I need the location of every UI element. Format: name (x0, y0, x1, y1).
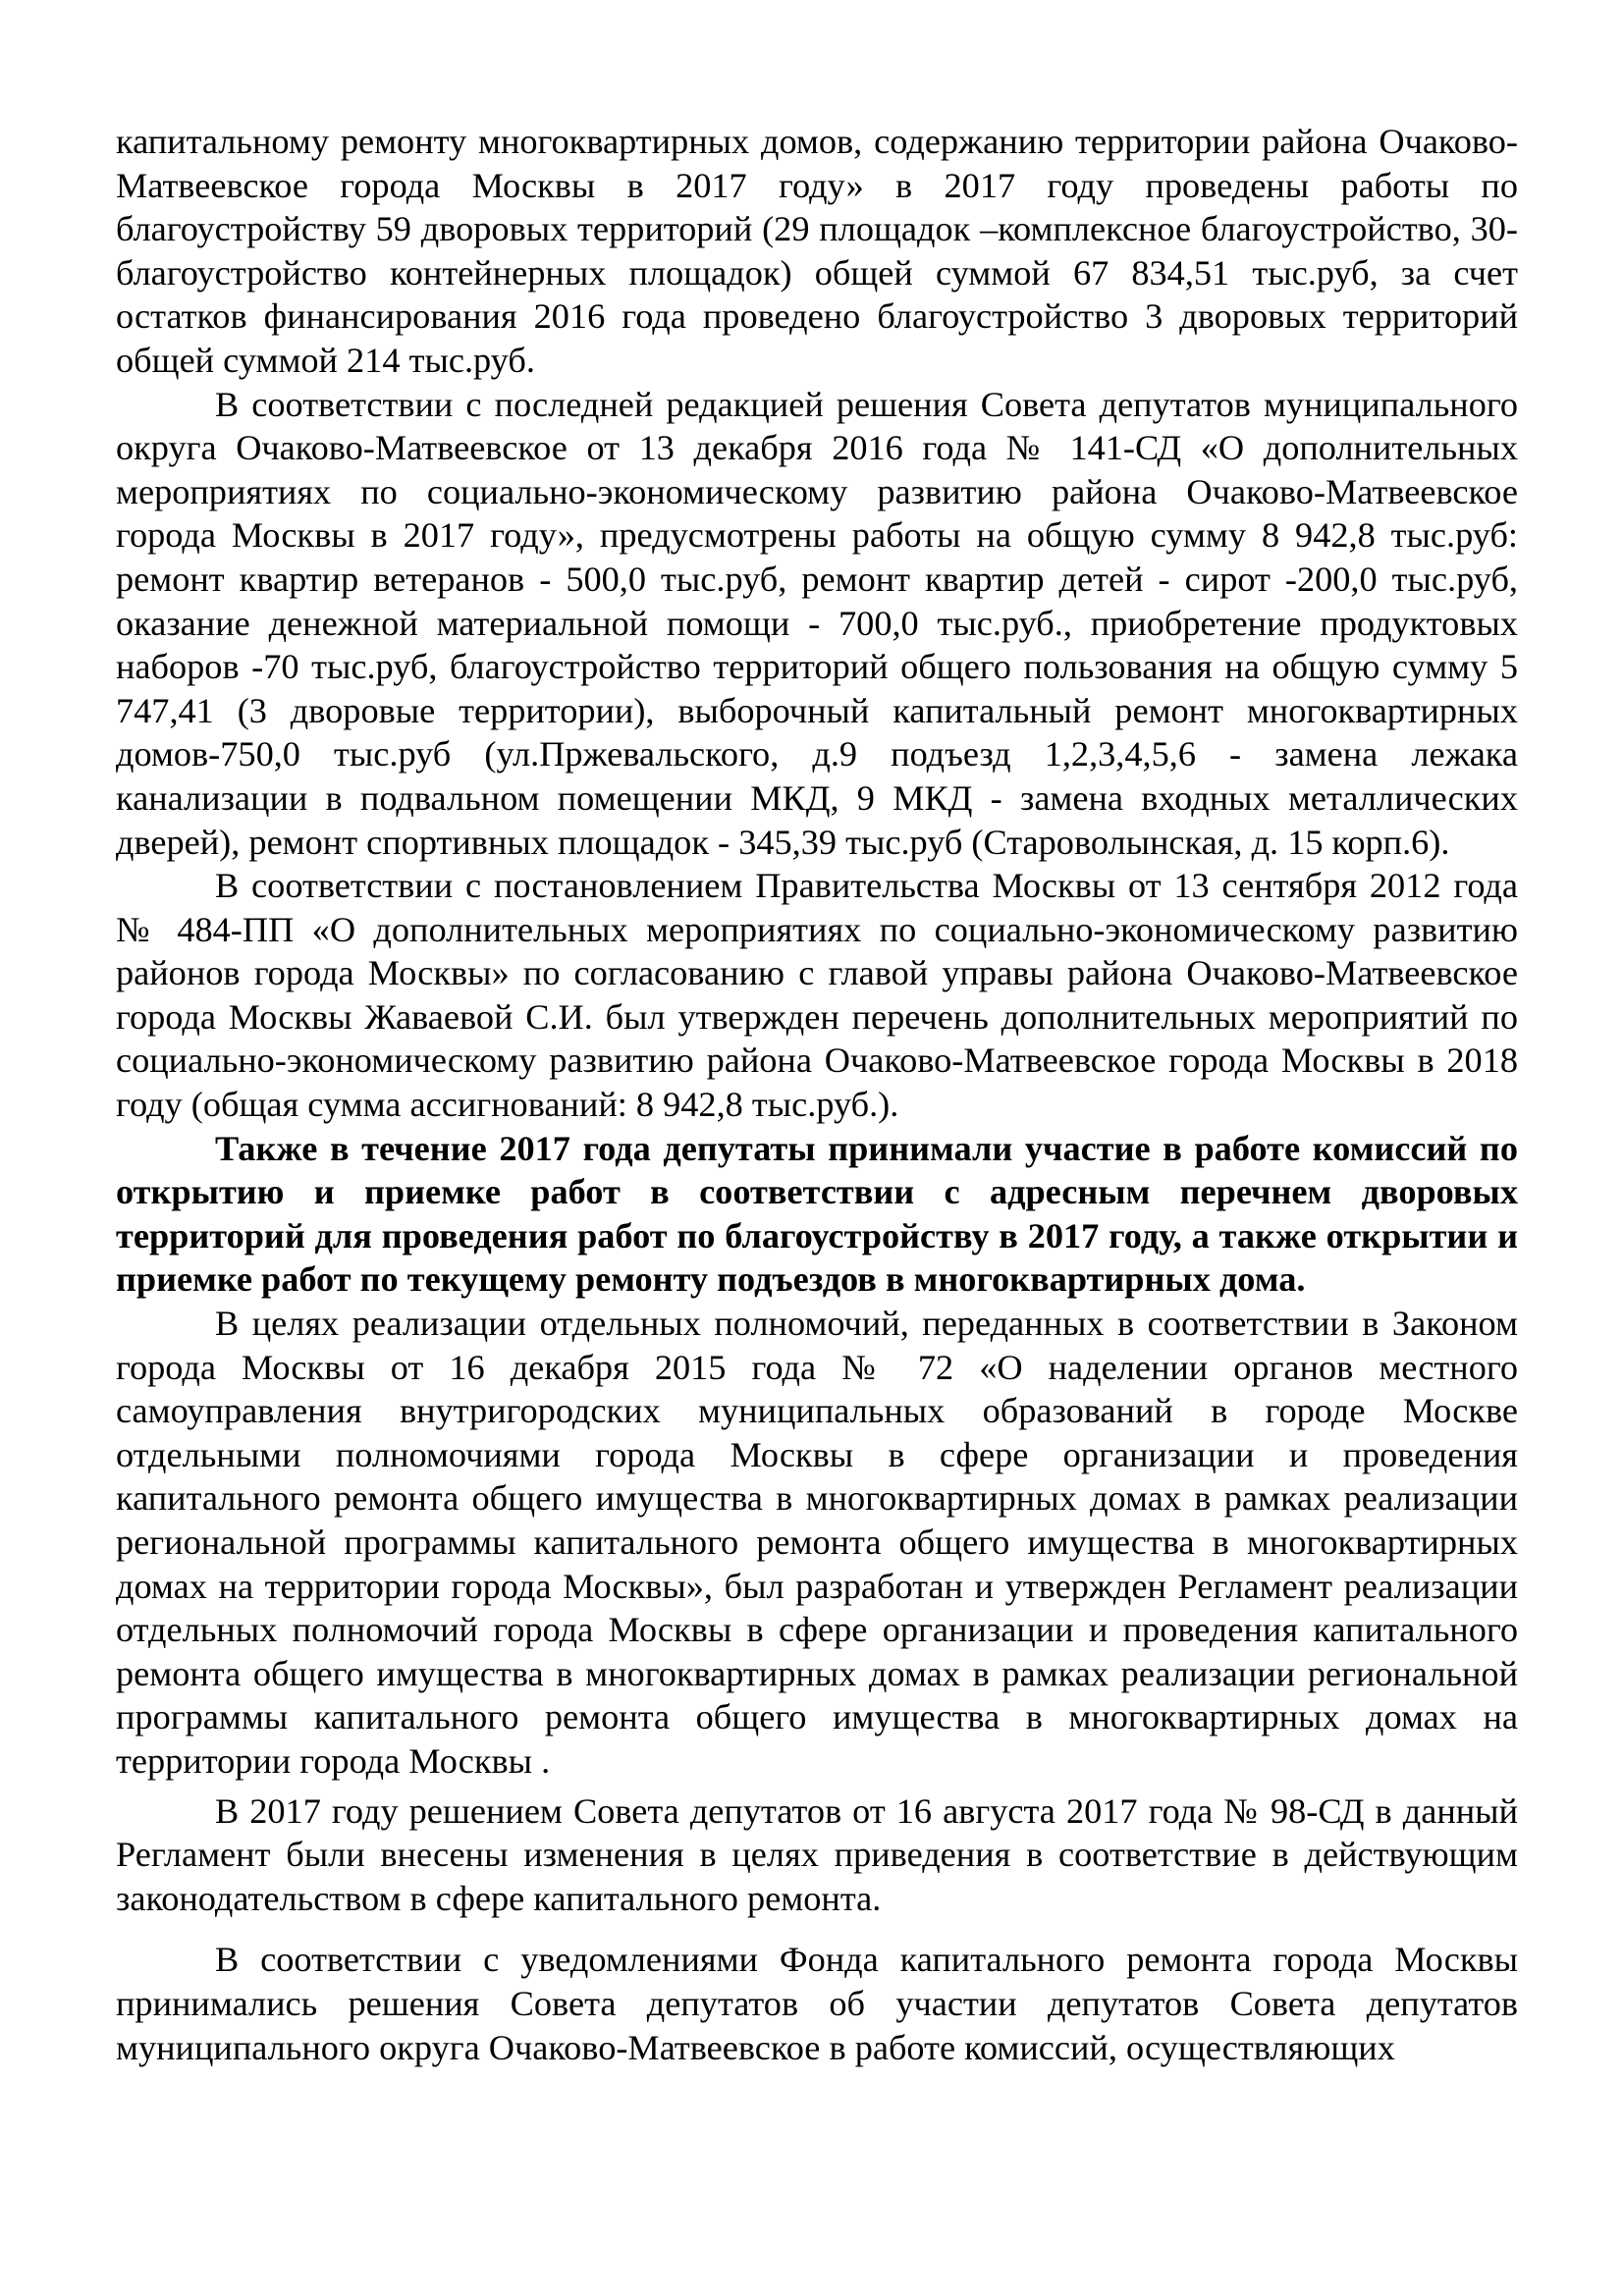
paragraph-fund-notifications: В соответствии с уведомлениями Фонда капитального ремонта города Москвы принимались решения Совета депутатов об участии депутатов Совета депутатов муниципального округа Очаково-Матвеевское в работе комиссий, осуществляющих (116, 1940, 1518, 2067)
paragraph-council-decision-141: В соответствии с последней редакцией решения Совета депутатов муниципального округа Очаково-Матвеевское от 13 декабря 2016 года № 141-СД «О дополнительных мероприятиях по социально-экономическому развитию района Очаково-Матвеевское города Москвы в 2017 году», предусмотрены работы на общую сумму 8 942,8 тыс.руб: ремонт квартир ветеранов - 500,0 тыс.руб, ремонт квартир детей - сирот -200,0 тыс.руб, оказание денежной материальной помощи - 700,0 тыс.руб., приобретение продуктовых наборов -70 тыс.руб, благоустройство территорий общего пользования на общую сумму 5 747,41 (3 дворовые территории), выборочный капитальный ремонт многоквартирных домов-750,0 тыс.руб (ул.Пржевальского, д.9 подъезд 1,2,3,4,5,6 - замена лежака канализации в подвальном помещении МКД, 9 МКД - замена входных металлических дверей), ремонт спортивных площадок - 345,39 тыс.руб (Староволынская, д. 15 корп.6). (116, 384, 1518, 862)
paragraph-government-resolution-484: В соответствии с постановлением Правительства Москвы от 13 сентября 2012 года № 484-ПП «О дополнительных мероприятиях по социально-экономическому развитию районов города Москвы» по согласованию с главой управы района Очаково-Матвеевское города Москвы Жаваевой С.И. был утвержден перечень дополнительных мероприятий по социально-экономическому развитию района Очаково-Матвеевское города Москвы в 2018 году (общая сумма ассигнований: 8 942,8 тыс.руб.). (116, 866, 1518, 1125)
document-page (116, 120, 1518, 2069)
paragraph-commission-participation: Также в течение 2017 года депутаты принимали участие в работе комиссий по открытию и приемке работ в соответствии с адресным перечнем дворовых территорий для проведения работ по благоустройству в 2017 году, а также открытии и приемке работ по текущему ремонту подъездов в многоквартирных дома. (116, 1128, 1518, 1300)
paragraph-improvement-works: капитальному ремонту многоквартирных домов, содержанию территории района Очаково-Матвеевское города Москвы в 2017 году» в 2017 году проведены работы по благоустройству 59 дворовых территорий (29 площадок –комплексное благоустройство, 30- благоустройство контейнерных площадок) общей суммой 67 834,51 тыс.руб, за счет остатков финансирования 2016 года проведено благоустройство 3 дворовых территорий общей суммой 214 тыс.руб. (116, 122, 1518, 380)
paragraph-regulation-amendments: В 2017 году решением Совета депутатов от 16 августа 2017 года № 98-СД в данный Регламент были внесены изменения в целях приведения в соответствие в действующим законодательством в сфере капитального ремонта. (116, 1790, 1518, 1918)
paragraph-capital-repair-regulation: В целях реализации отдельных полномочий, переданных в соответствии в Законом города Москвы от 16 декабря 2015 года № 72 «О наделении органов местного самоуправления внутригородских муниципальных образований в городе Москве отдельными полномочиями города Москвы в сфере организации и проведения капитального ремонта общего имущества в многоквартирных домах в рамках реализации региональной программы капитального ремонта общего имущества в многоквартирных домах на территории города Москвы», был разработан и утвержден Регламент реализации отдельных полномочий города Москвы в сфере организации и проведения капитального ремонта общего имущества в многоквартирных домах в рамках реализации региональной программы капитального ремонта общего имущества в многоквартирных домах на территории города Москвы . (116, 1304, 1518, 1781)
